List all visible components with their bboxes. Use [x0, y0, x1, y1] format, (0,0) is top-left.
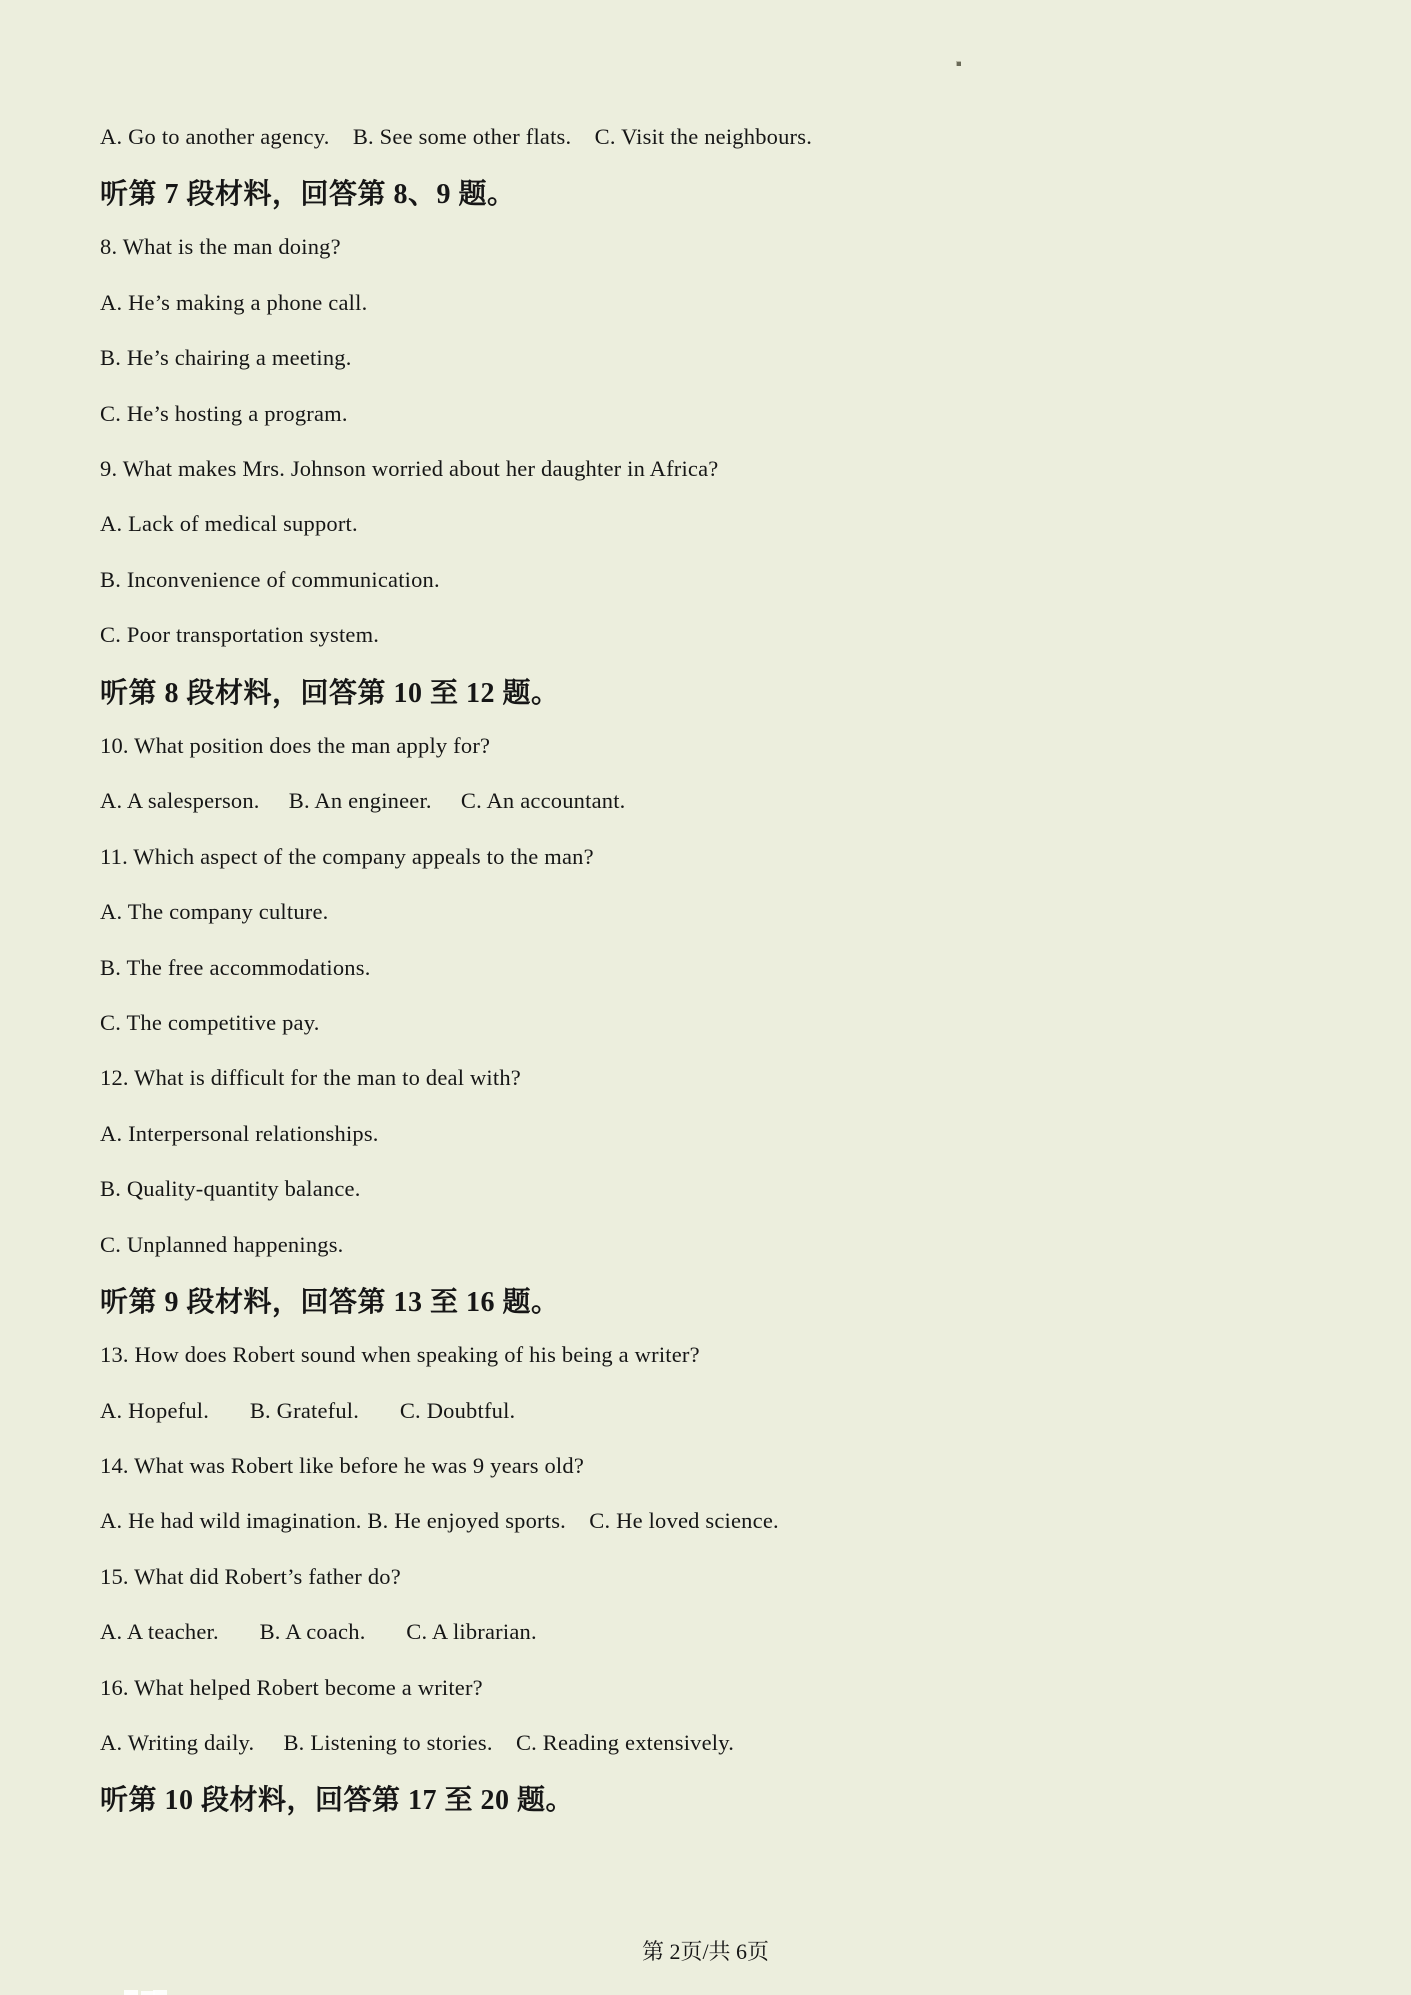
section-header: 听第 8 段材料，回答第 10 至 12 题。: [100, 677, 560, 709]
option-line: C. The competitive pay.: [100, 1009, 320, 1035]
option-line: A. He’s making a phone call.: [100, 289, 368, 315]
question-line: 14. What was Robert like before he was 9 years old?: [100, 1453, 585, 1479]
cutoff-watermark-artifact: [124, 1990, 138, 1995]
options-row: A. A teacher. B. A coach. C. A librarian.: [100, 1619, 537, 1645]
options-row: A. Go to another agency. B. See some other flats. C. Visit the neighbours.: [100, 123, 813, 149]
section-header: 听第 10 段材料，回答第 17 至 20 题。: [100, 1785, 575, 1817]
question-line: 15. What did Robert’s father do?: [100, 1563, 401, 1589]
option-line: A. Lack of medical support.: [100, 511, 358, 537]
option-line: C. Poor transportation system.: [100, 622, 380, 648]
question-line: 10. What position does the man apply for?: [100, 732, 491, 758]
option-line: B. The free accommodations.: [100, 954, 371, 980]
question-line: 13. How does Robert sound when speaking of his being a writer?: [100, 1342, 700, 1368]
exam-body: [100, 109, 1360, 1826]
option-line: C. He’s hosting a program.: [100, 400, 348, 426]
options-row: A. He had wild imagination. B. He enjoyed sports. C. He loved science.: [100, 1508, 779, 1534]
option-line: B. He’s chairing a meeting.: [100, 345, 352, 371]
option-line: C. Unplanned happenings.: [100, 1231, 344, 1257]
option-line: B. Inconvenience of communication.: [100, 566, 440, 592]
options-row: A. Writing daily. B. Listening to stories. C. Reading extensively.: [100, 1730, 735, 1756]
question-line: 8. What is the man doing?: [100, 234, 341, 260]
options-row: A. A salesperson. B. An engineer. C. An accountant.: [100, 788, 626, 814]
question-line: 16. What helped Robert become a writer?: [100, 1674, 483, 1700]
question-line: 12. What is difficult for the man to deal with?: [100, 1065, 521, 1091]
section-header: 听第 9 段材料，回答第 13 至 16 题。: [100, 1286, 560, 1318]
section-header: 听第 7 段材料，回答第 8、9 题。: [100, 179, 516, 211]
question-line: 11. Which aspect of the company appeals to the man?: [100, 843, 594, 869]
option-line: A. Interpersonal relationships.: [100, 1120, 379, 1146]
options-row: A. Hopeful. B. Grateful. C. Doubtful.: [100, 1397, 516, 1423]
speck-artifact: [956, 61, 961, 66]
question-line: 9. What makes Mrs. Johnson worried about her daughter in Africa?: [100, 456, 719, 482]
option-line: B. Quality-quantity balance.: [100, 1176, 361, 1202]
page-footer: 第 2页/共 6页: [641, 1939, 770, 1964]
option-line: A. The company culture.: [100, 899, 329, 925]
